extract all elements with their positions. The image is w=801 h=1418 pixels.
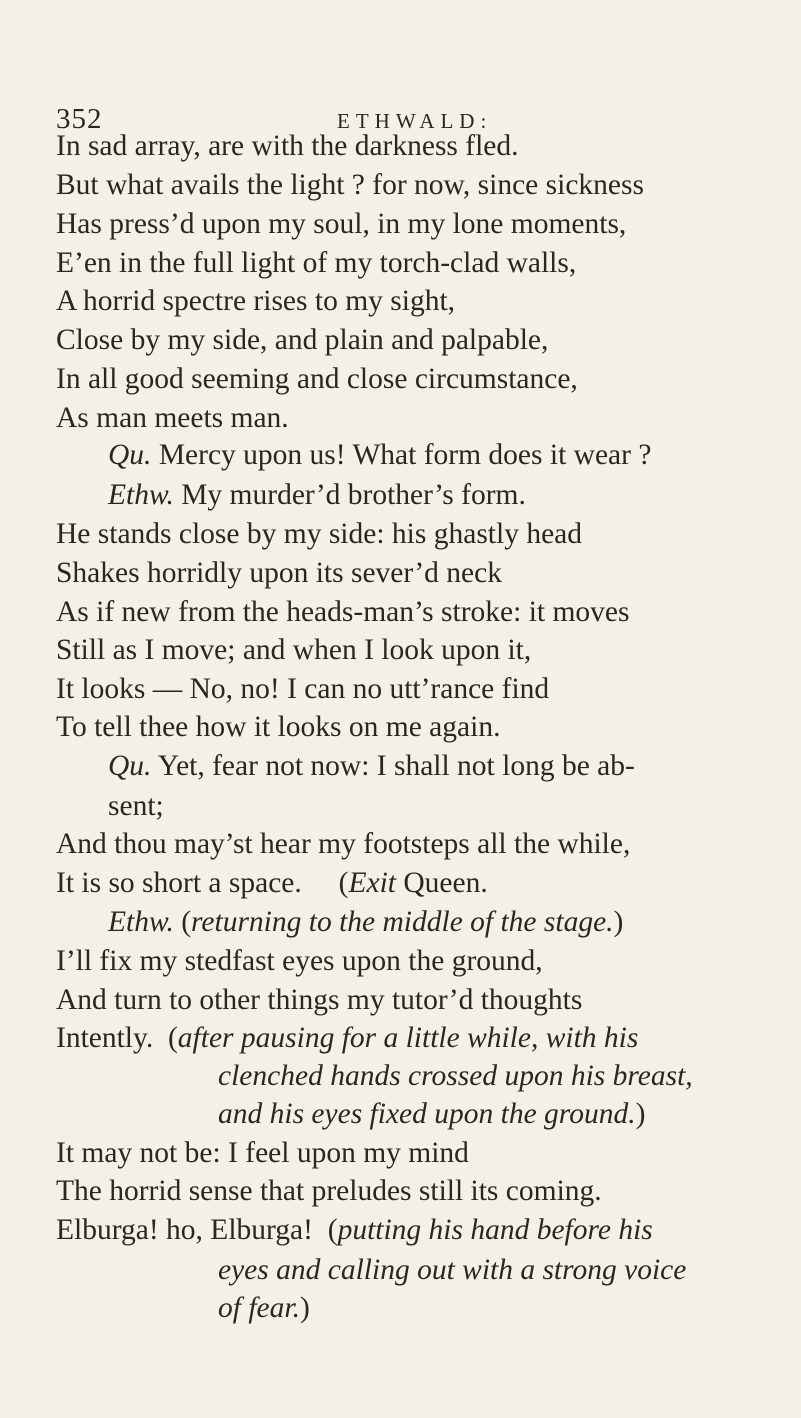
text-segment: To tell thee how it looks on me again. (56, 711, 501, 743)
italic-segment: clenched hands crossed upon his breast, (218, 1060, 693, 1092)
text-segment: ) (635, 1098, 646, 1130)
text-line (56, 945, 543, 978)
italic-segment: Exit (348, 867, 396, 899)
text-segment: ( (173, 906, 192, 938)
page-number: 352 (56, 103, 103, 135)
italic-segment: eyes and calling out with a strong voice (218, 1254, 687, 1286)
text-line (56, 363, 578, 396)
text-line (56, 169, 644, 202)
text-line (56, 1022, 638, 1055)
text-segment: Elburga! ho, Elburga! (56, 1214, 313, 1246)
text-line (108, 906, 623, 939)
italic-segment: after pausing for a little while, with his (177, 1022, 639, 1054)
text-line (56, 673, 549, 706)
text-segment: E’en in the full light of my torch-clad walls, (56, 247, 577, 279)
text-segment: sent; (108, 790, 164, 822)
italic-segment: Qu. (108, 439, 152, 471)
text-line (56, 596, 630, 629)
text-segment: My murder’d brother’s form. (173, 479, 526, 511)
text-segment: But what avails the light ? for now, since sickness (56, 169, 644, 201)
text-line (56, 518, 582, 551)
text-segment: Shakes horridly upon its sever’d neck (56, 557, 502, 589)
text-segment: ( (312, 1214, 338, 1246)
text-segment: As if new from the heads-man’s stroke: it moves (56, 596, 630, 628)
italic-segment: of fear. (218, 1292, 300, 1324)
text-segment: ) (299, 1292, 310, 1324)
text-segment: ( (301, 867, 349, 899)
text-line (56, 867, 488, 900)
text-line (56, 208, 626, 241)
italic-segment: putting his hand before his (337, 1214, 653, 1246)
italic-segment: returning to the middle of the stage. (191, 906, 614, 938)
text-segment: Still as I move; and when I look upon it, (56, 634, 532, 666)
text-segment: The horrid sense that preludes still its coming. (56, 1175, 602, 1207)
italic-segment: and his eyes fixed upon the ground. (218, 1098, 636, 1130)
text-line (56, 828, 630, 861)
text-line (218, 1254, 686, 1287)
text-segment: In all good seeming and close circumstance, (56, 363, 578, 395)
italic-segment: Qu. (108, 750, 152, 782)
text-line (56, 1214, 653, 1247)
text-line (56, 247, 576, 280)
text-line (108, 790, 164, 823)
text-line (218, 1098, 645, 1131)
italic-segment: Ethw. (108, 906, 174, 938)
text-segment: It is so short a space. (56, 867, 302, 899)
text-segment: It may not be: I feel upon my mind (56, 1137, 469, 1169)
text-line (56, 402, 289, 435)
text-segment: It looks — No, no! I can no utt’rance find (56, 673, 550, 705)
text-segment: Has press’d upon my soul, in my lone moments, (56, 208, 627, 240)
text-line (56, 1175, 602, 1208)
text-segment: Close by my side, and plain and palpable, (56, 324, 549, 356)
text-segment: Intently. (56, 1022, 154, 1054)
text-line (218, 1060, 693, 1093)
text-segment: In sad array, are with the darkness fled. (56, 130, 519, 162)
text-line (56, 634, 531, 667)
text-line (108, 479, 526, 512)
text-line (56, 557, 502, 590)
text-segment: A horrid spectre rises to my sight, (56, 285, 456, 317)
running-title: ETHWALD: (337, 109, 493, 133)
text-line (108, 439, 651, 472)
italic-segment: Ethw. (108, 479, 174, 511)
text-segment: Mercy upon us! What form does it wear ? (151, 439, 652, 471)
text-segment: Queen. (396, 867, 488, 899)
text-line (108, 750, 635, 783)
text-segment: I’ll fix my stedfast eyes upon the ground, (56, 945, 543, 977)
text-segment: Yet, fear not now: I shall not long be ab- (151, 750, 635, 782)
text-line (56, 984, 582, 1017)
text-line (56, 285, 455, 318)
text-line (56, 324, 548, 357)
text-line (56, 1137, 469, 1170)
text-segment: And turn to other things my tutor’d thoughts (56, 984, 583, 1016)
text-segment: As man meets man. (56, 402, 289, 434)
text-line (218, 1292, 310, 1325)
text-segment: And thou may’st hear my footsteps all the while, (56, 828, 631, 860)
text-line (56, 130, 519, 163)
text-segment: ) (613, 906, 624, 938)
text-segment: He stands close by my side: his ghastly head (56, 518, 583, 550)
text-line (56, 711, 500, 744)
text-segment: ( (153, 1022, 178, 1054)
